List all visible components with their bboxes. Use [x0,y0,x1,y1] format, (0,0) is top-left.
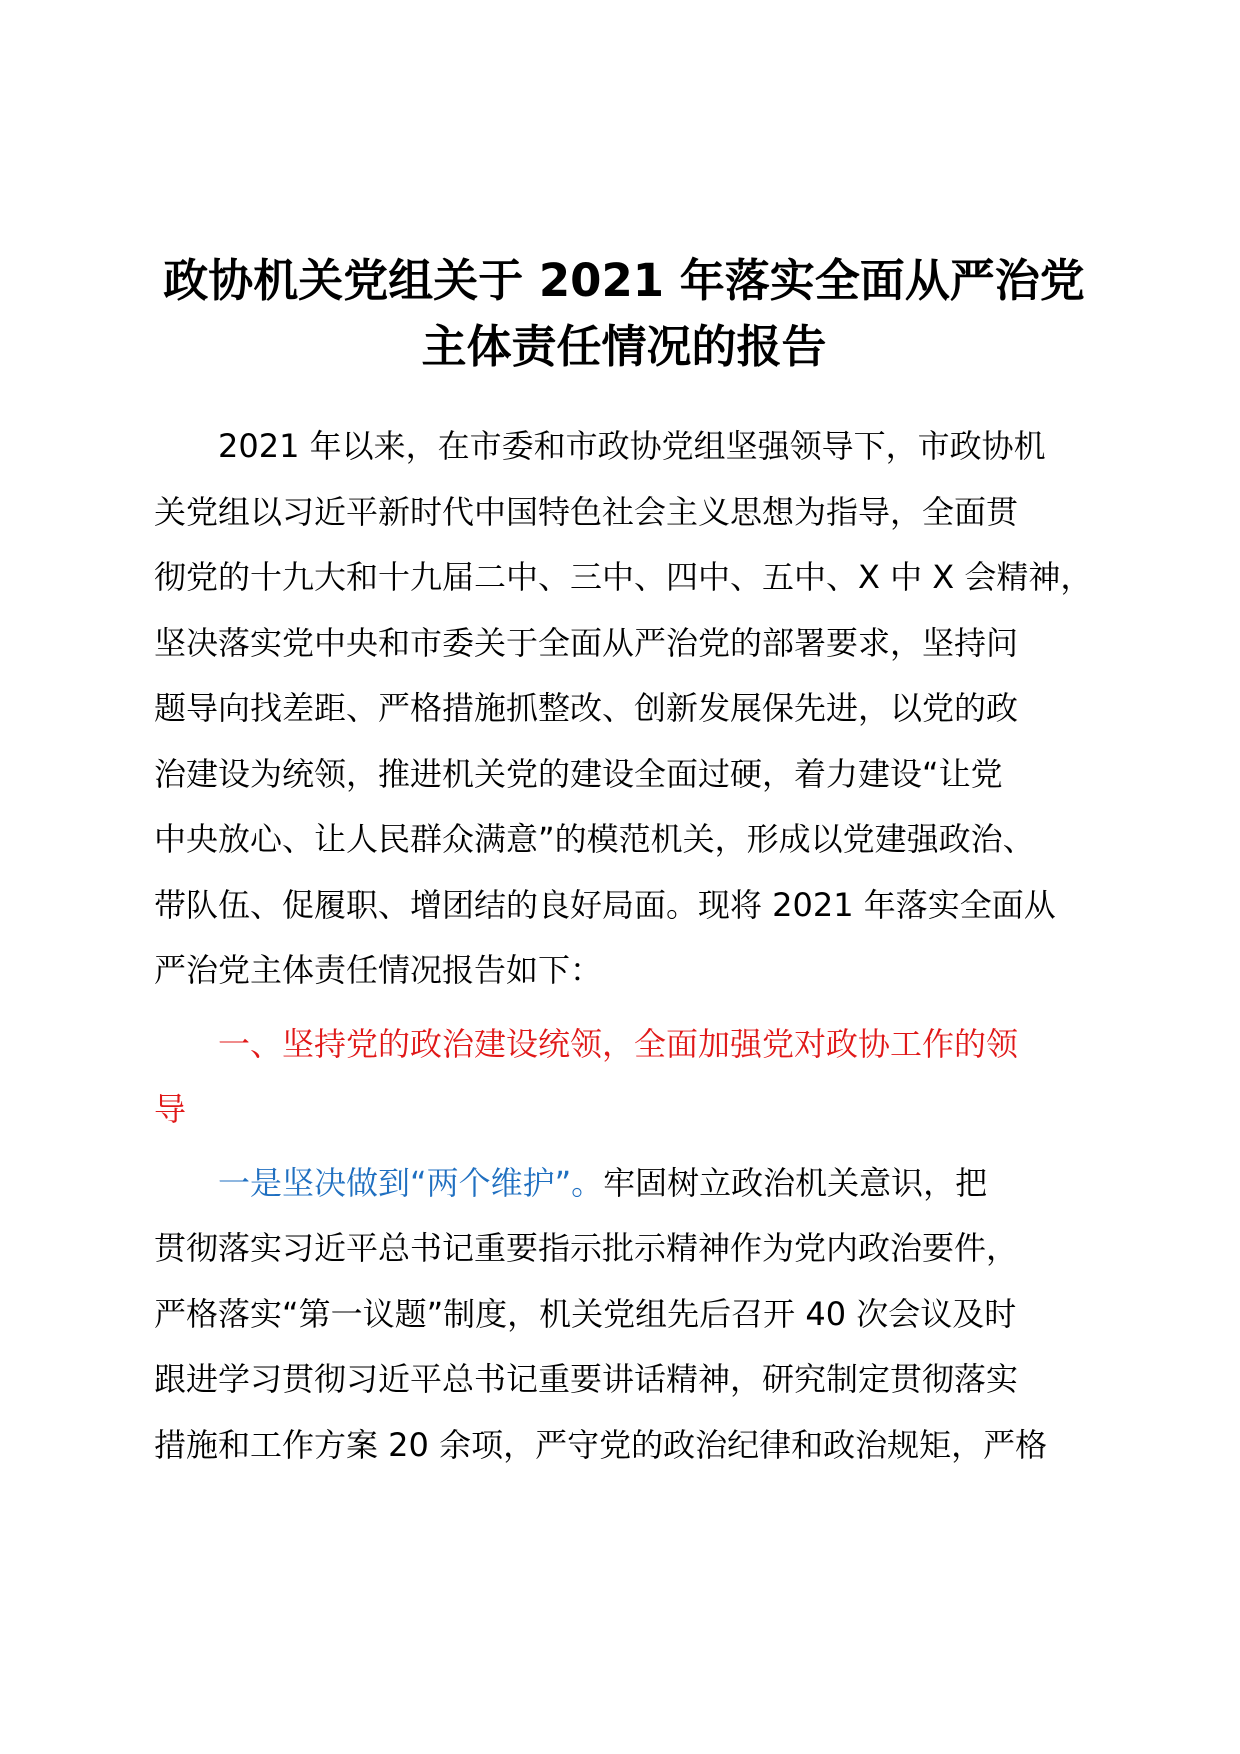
section-heading-line: 导 [154,1090,187,1128]
intro-line: 严治党主体责任情况报告如下： [154,951,603,989]
intro-line: 中央放心、让人民群众满意”的模范机关，形成以党建强政治、 [154,820,1035,858]
intro-line: 治建设为统领，推进机关党的建设全面过硬，着力建设“让党 [154,754,1003,793]
document-page [154,248,1094,1478]
intro-line: 彻党的十九大和十九届二中、三中、四中、五中、X 中 X 会精神， [154,558,1093,596]
intro-line: 题导向找差距、严格措施抓整改、创新发展保先进，以党的政 [154,689,1019,727]
section-heading-line: 一、坚持党的政治建设统领，全面加强党对政协工作的领 [218,1024,1019,1063]
point-line: 贯彻落实习近平总书记重要指示批示精神作为党内政治要件， [154,1229,1019,1267]
title-line-2: 主体责任情况的报告 [421,320,827,373]
point-line: 措施和工作方案 20 余项，严守党的政治纪律和政治规矩，严格 [154,1425,1048,1464]
title-line-1: 政协机关党组关于 2021 年落实全面从严治党 [163,254,1085,307]
point-line: 严格落实“第一议题”制度，机关党组先后召开 40 次会议及时 [154,1294,1017,1333]
document-title [154,248,1094,380]
point-first-line-rest: 牢固树立政治机关意识，把 [603,1163,988,1202]
document-body [154,414,1094,1478]
intro-line: 带队伍、促履职、增团结的良好局面。现将 2021 年落实全面从 [154,885,1056,924]
intro-line: 2021 年以来，在市委和市政协党组坚强领导下，市政协机 [218,427,1046,465]
intro-line: 关党组以习近平新时代中国特色社会主义思想为指导，全面贯 [154,492,1019,531]
intro-line: 坚决落实党中央和市委关于全面从严治党的部署要求，坚持问 [154,623,1019,662]
point-paragraph-1 [154,1151,1094,1479]
point-label: 一是坚决做到“两个维护”。 [218,1163,604,1202]
section-heading-1 [154,1012,1094,1143]
intro-paragraph [154,414,1094,1004]
point-line: 跟进学习贯彻习近平总书记重要讲话精神，研究制定贯彻落实 [154,1360,1019,1398]
point-first-line [154,1151,1094,1217]
